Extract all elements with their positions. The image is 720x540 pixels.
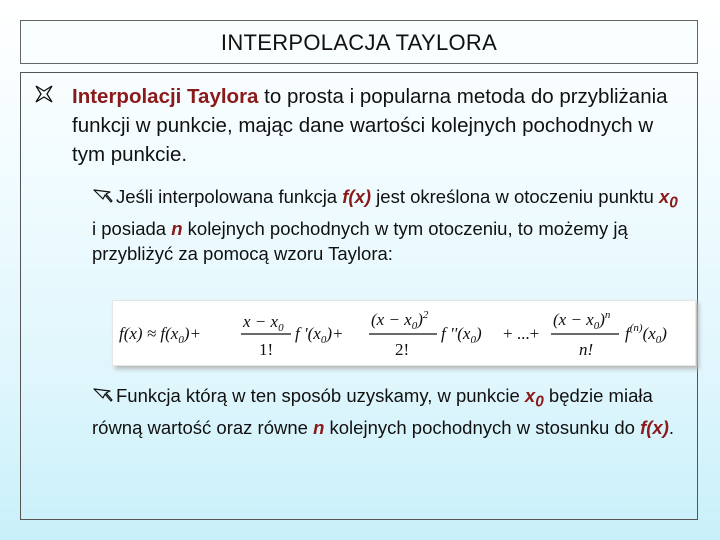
num-2: (x − x [371,310,412,329]
svg-text:x − x0 [242,312,284,334]
svg-text:f(n)(x0): $f^{(n)}(x_0)$ [625,322,667,346]
sub-0: 0 [470,334,476,346]
text-run: i posiada [92,217,172,239]
text-run: . [668,416,675,438]
variable-x0 [524,385,544,411]
formula-svg [113,301,695,365]
bullet-2-text [92,184,682,266]
svg-text:(x − x0)n: $(x - x_0)^n$ [553,309,611,332]
function-fx: f(x) [342,186,372,207]
f-n: f [625,324,630,343]
function-fx: f(x) [640,416,669,438]
svg-text:f ''(x0): f ''$(x_0)$ [441,324,482,346]
pow-n: n [604,309,611,321]
text-run: Funkcja którą w ten sposób uzyskamy, w punkcie [116,385,525,406]
num-3: (x − x [553,310,594,329]
text-run: Jeśli interpolowana funkcja [116,186,343,207]
sub-0: 0 [278,322,284,334]
svg-text:f '(x0)+: f '$(x_0)+$ [295,324,344,346]
formula-dots: + ...+ [503,324,540,343]
text-run: będzie miała równą wartość oraz równe [92,385,653,438]
text-run: kolejnych pochodnych w tym otoczeniu, to możemy ją przybliżyć za pomocą wzoru Taylora: [92,217,628,264]
sub-0: 0 [320,334,327,346]
den-1: 1! [259,340,274,359]
bullet-3-text [92,383,682,440]
taylor-formula [112,300,696,366]
slide-title: INTERPOLACJA TAYLORA [220,30,498,55]
svg-text:f(x) ≈ f(x0)+: $f(x) \approx f(x_0)+$ [119,324,201,346]
variable-x0 [658,186,678,212]
x-subscript: 0 [535,393,544,411]
f-second: f ''(x [441,324,471,343]
four-point-star-icon [34,84,54,104]
text-run: kolejnych pochodnych w stosunku do [324,416,641,438]
variable-n: n [313,416,325,438]
title-box [20,20,698,64]
num-1: x − x [243,312,279,331]
highlight-term: Interpolacji Taylora [72,85,259,108]
formula-lhs: f(x) ≈ f(x [119,324,179,343]
sub-0: 0 [655,334,662,346]
x-symbol: x [524,385,536,406]
bullet-1-rest: to prosta i popularna metoda do przybliżania funkcji w punkcie, mając dane wartości kolejnych pochodnych w tym punkcie. [72,85,668,166]
bullet-1-text [72,82,672,169]
f-n-sup: (n) [629,322,643,334]
sub-0: 0 [178,334,184,346]
den-3: n! [579,340,594,359]
f-n-arg: (x [642,324,656,343]
text-run: jest określona w otoczeniu punktu [371,186,659,207]
variable-n: n [171,217,183,239]
svg-text:(x − x0)2: $(x - x_0)^2$ [371,309,429,332]
den-2: 2! [395,340,410,359]
x-symbol: x [658,186,670,207]
x-subscript: 0 [669,194,678,212]
f-prime: f '(x [295,324,321,343]
sub-0: 0 [593,320,600,332]
sub-0: 0 [411,320,418,332]
pow-2: 2 [422,309,429,321]
